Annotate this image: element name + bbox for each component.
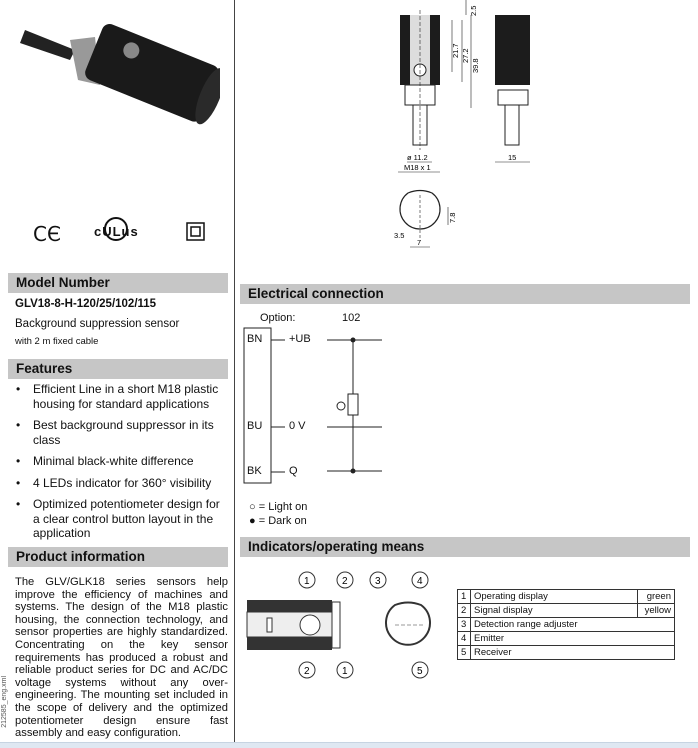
row-label: Emitter [471,632,675,646]
document-id: 212585_eng.xml [1,676,8,728]
dim-7: 7 [417,238,422,247]
product-information-header: Product information [8,547,228,567]
row-label: Receiver [471,646,675,660]
callout-4: 4 [417,576,423,587]
wire-bn: BN [247,333,263,345]
legend-text: = Light on [258,501,308,513]
table-row [458,646,675,660]
row-num: 4 [458,632,471,646]
dim-27-2: 27.2 [461,48,470,63]
feature-item: • Efficient Line in a short M18 plastic housing for standard applications [33,382,228,411]
indicators-header: Indicators/operating means [240,537,690,557]
table-row [458,618,675,632]
ul-logo: cULus [94,224,139,239]
feature-item: • Best background suppressor in its class [33,418,228,447]
row-num: 3 [458,618,471,632]
model-description-sub: with 2 m fixed cable [15,336,99,347]
row-num: 2 [458,604,471,618]
dim-3-5: 3.5 [394,231,405,240]
model-number-header: Model Number [8,273,228,293]
dim-diameter: ø 11.2 [407,153,428,162]
dim-7-8: 7.8 [448,212,457,223]
row-label: Detection range adjuster [471,618,675,632]
table-row [458,590,675,604]
indicator-drawing [240,560,450,690]
signal-q: Q [289,465,298,477]
model-description: Background suppression sensor [15,318,180,330]
row-num: 5 [458,646,471,660]
callout-1: 1 [304,576,310,587]
light-on-symbol: ○ [249,501,256,513]
feature-item: • Optimized potentiometer design for a clear control button layout in the application [33,497,228,541]
signal-0v: 0 V [289,420,306,432]
dim-21-7: 21.7 [451,43,460,58]
wiring-diagram [240,325,390,490]
legend-light-on [249,501,307,513]
row-color: yellow [638,604,675,618]
callout-3: 3 [375,576,381,587]
legend-text: = Dark on [258,515,307,527]
row-label: Signal display [471,604,638,618]
product-information-text: The GLV/GLK18 series sensors help improve the efficiency of machines and systems. The design of the M18 plastic housing, the connection technology, and sensor properties are highly standardized. Concentrating on the key sensor requirements has produced a robust and reliable product series for DC and AC/DC voltage systems without any over-engineering. The mounting set included in the scope of delivery and the optimized potentiometer design ensure fast assembly and easy configuration. [15,576,228,740]
features-list [0,382,228,548]
table-row [458,632,675,646]
callout-2: 2 [342,576,348,587]
dim-2-5: 2.5 [469,5,478,16]
dark-on-symbol: ● [249,515,256,527]
row-label: Operating display [471,590,638,604]
option-value: 102 [342,312,361,324]
features-header: Features [8,359,228,379]
electrical-connection-header: Electrical connection [240,284,690,304]
callout-1-lower: 1 [342,666,348,677]
indicators-table [457,589,675,660]
row-color: green [638,590,675,604]
feature-item: • Minimal black-white difference [33,454,228,469]
dim-39-8: 39.8 [471,58,480,73]
callout-2-lower: 2 [304,666,310,677]
legend-dark-on [249,515,307,527]
column-divider [234,0,235,742]
table-row [458,604,675,618]
dim-thread: M18 x 1 [404,163,431,172]
ce-mark: CЄ [33,222,61,246]
dimension-drawing [370,0,570,260]
row-num: 1 [458,590,471,604]
feature-item: • 4 LEDs indicator for 360° visibility [33,476,228,491]
bottom-strip [0,742,698,748]
wire-bk: BK [247,465,262,477]
callout-5: 5 [417,666,423,677]
model-number: GLV18-8-H-120/25/102/115 [15,298,157,310]
option-label: Option: [260,312,296,324]
dim-width: 15 [508,153,517,162]
wire-bu: BU [247,420,263,432]
product-photo [20,15,220,135]
signal-ub: +UB [289,333,311,345]
double-insulation-icon [186,222,206,242]
